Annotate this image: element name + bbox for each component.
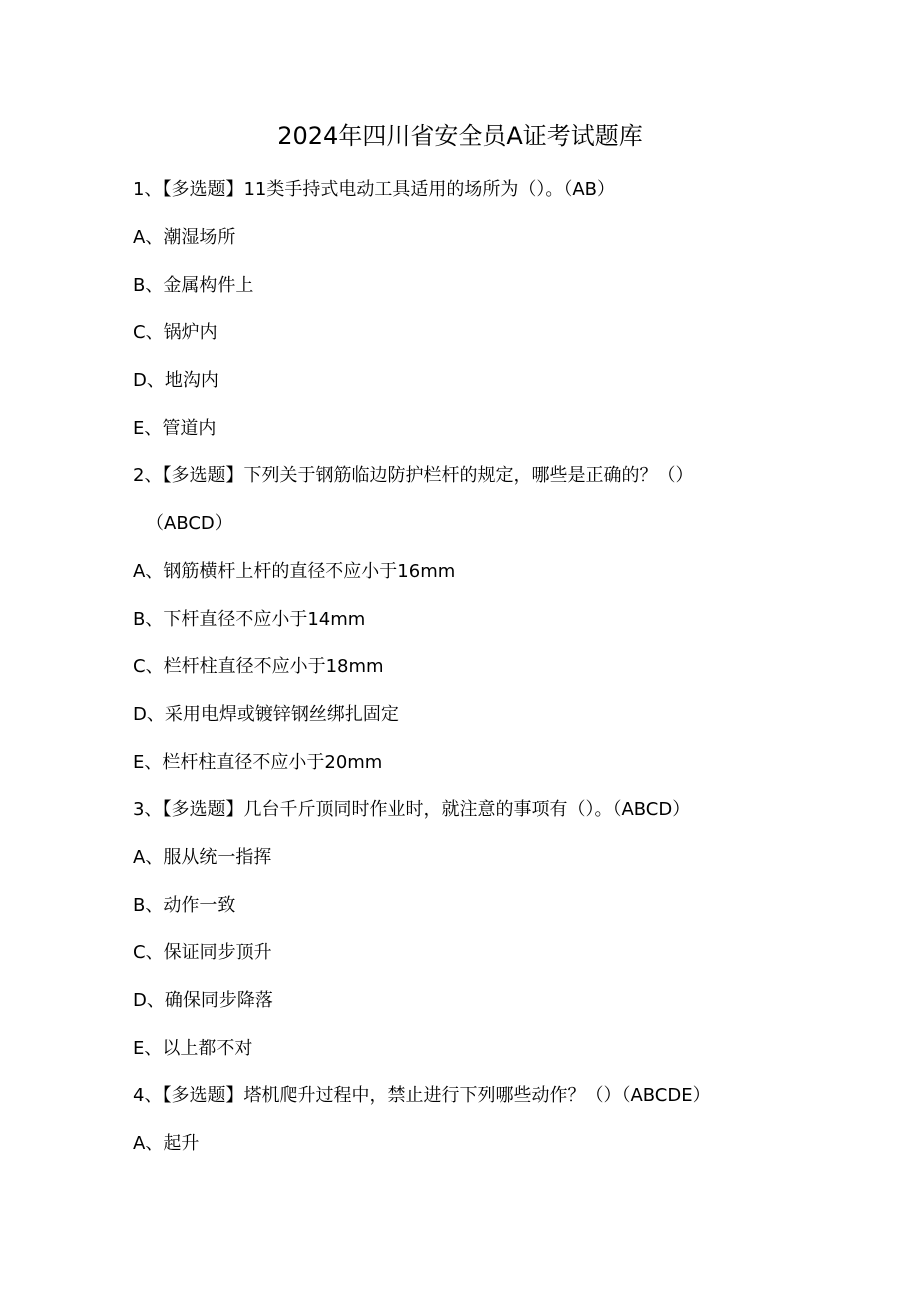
option-1b: B、金属构件上 — [133, 275, 254, 296]
option-2c: C、栏杆柱直径不应小于18mm — [133, 656, 384, 677]
question-2: 2、【多选题】下列关于钢筋临边防护栏杆的规定，哪些是正确的？（） — [133, 465, 694, 486]
option-3e: E、以上都不对 — [133, 1038, 253, 1059]
option-3d: D、确保同步降落 — [133, 990, 273, 1011]
option-2b: B、下杆直径不应小于14mm — [133, 609, 366, 630]
option-1a: A、潮湿场所 — [133, 227, 236, 248]
option-1c: C、锅炉内 — [133, 322, 218, 343]
option-2d: D、采用电焊或镀锌钢丝绑扎固定 — [133, 704, 399, 725]
question-1: 1、【多选题】11类手持式电动工具适用的场所为（）。（AB） — [133, 179, 616, 200]
option-2e: E、栏杆柱直径不应小于20mm — [133, 752, 383, 773]
option-3b: B、动作一致 — [133, 895, 236, 916]
question-2-answer: （ABCD） — [146, 513, 233, 534]
option-1e: E、管道内 — [133, 418, 217, 439]
question-3: 3、【多选题】几台千斤顶同时作业时，就注意的事项有（）。（ABCD） — [133, 799, 691, 820]
option-2a: A、钢筋横杆上杆的直径不应小于16mm — [133, 561, 456, 582]
option-4a: A、起升 — [133, 1133, 200, 1154]
page-title: 2024年四川省安全员A证考试题库 — [277, 122, 643, 150]
option-1d: D、地沟内 — [133, 370, 219, 391]
option-3c: C、保证同步顶升 — [133, 942, 272, 963]
question-4: 4、【多选题】塔机爬升过程中，禁止进行下列哪些动作？（）（ABCDE） — [133, 1085, 711, 1106]
option-3a: A、服从统一指挥 — [133, 847, 272, 868]
